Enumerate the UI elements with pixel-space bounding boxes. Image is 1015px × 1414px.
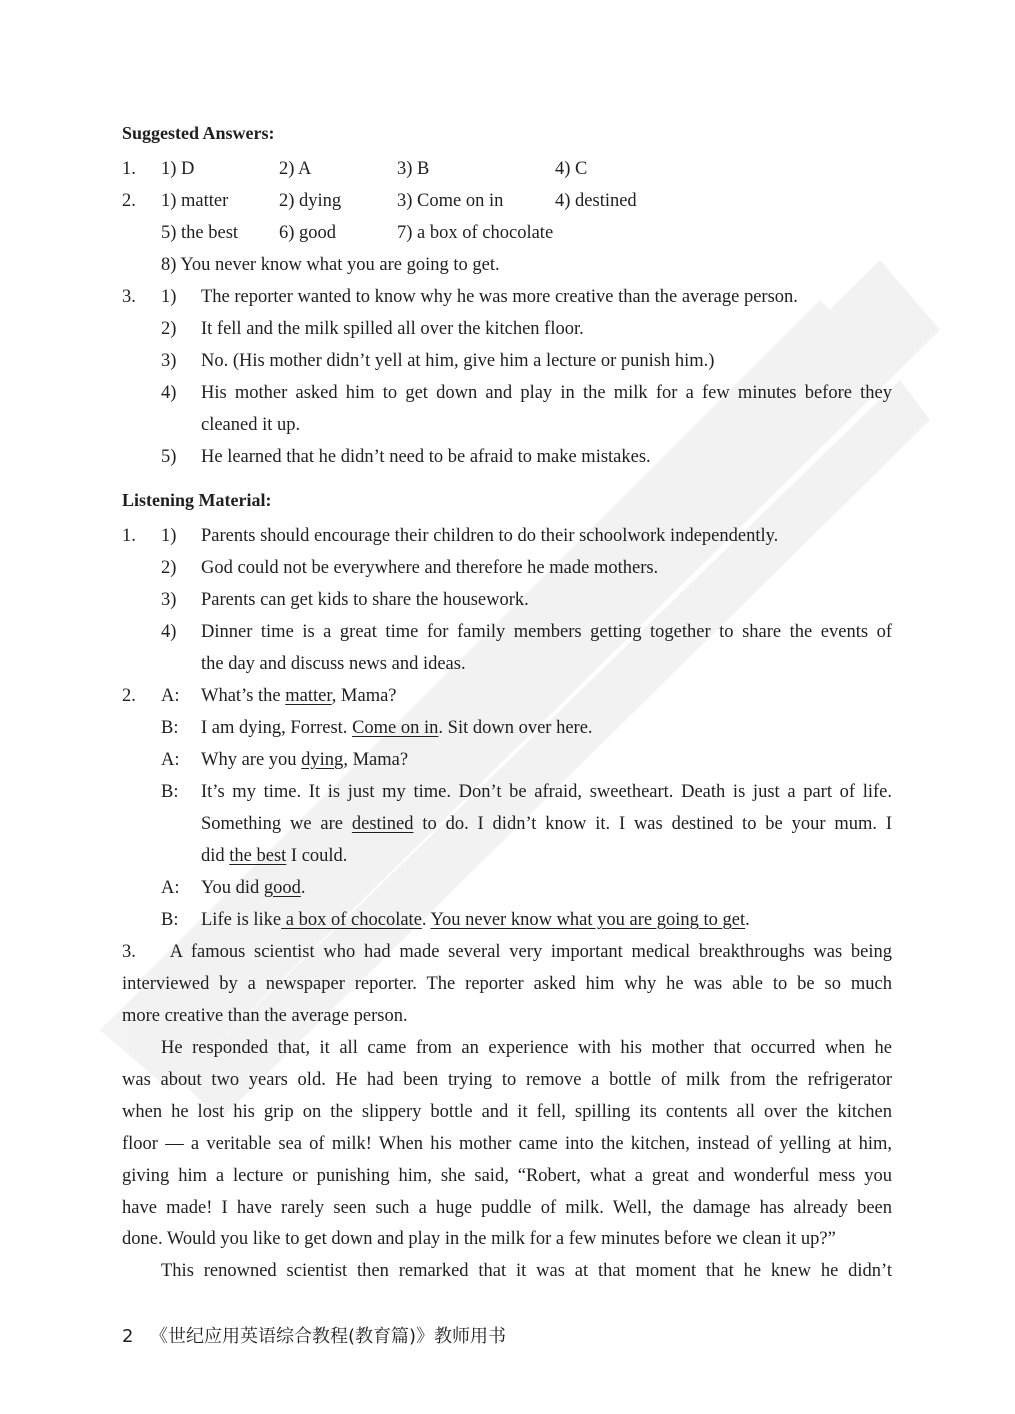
passage-line: more creative than the average person. xyxy=(122,1006,408,1026)
underlined-answer: You never know what you are going to get xyxy=(430,910,746,930)
underlined-answer: good xyxy=(263,878,301,898)
suggested-answers-heading: Suggested Answers: xyxy=(122,123,275,143)
speaker-label: A: xyxy=(161,750,180,770)
passage-line: This renowned scientist then remarked that it was at that moment that he knew he didn’t xyxy=(161,1261,892,1281)
underlined-answer: dying xyxy=(301,750,344,770)
sentence-text: Parents can get kids to share the housework. xyxy=(201,590,529,610)
passage-line: have made! I have rarely seen such a huge puddle of milk. Well, the damage has already been xyxy=(122,1198,892,1218)
sentence-text: Dinner time is a great time for family members getting together to share the events of xyxy=(201,622,892,642)
underlined-answer: the best xyxy=(229,846,287,866)
answer-item: 7) a box of chocolate xyxy=(397,223,554,243)
dialogue-line: What’s the matter, Mama? xyxy=(201,686,397,706)
passage-line: giving him a lecture or punishing him, she said, “Robert, what a great and wonderful mess you xyxy=(122,1166,892,1186)
dialogue-line: Life is like a box of chocolate. You never know what you are going to get. xyxy=(201,910,750,930)
item-number: 4) xyxy=(161,383,177,403)
passage-line: when he lost his grip on the slippery bottle and it fell, spilling its contents all over the kitchen xyxy=(122,1102,892,1122)
speaker-label: A: xyxy=(161,686,180,706)
answer-text: The reporter wanted to know why he was more creative than the average person. xyxy=(201,287,798,307)
item-number: 2) xyxy=(161,558,177,578)
answer-text-continued: cleaned it up. xyxy=(201,415,301,435)
answer-item: 4) C xyxy=(555,159,588,179)
answer-item: 1) D xyxy=(161,159,195,179)
speaker-label: B: xyxy=(161,718,179,738)
item-number: 3) xyxy=(161,590,177,610)
answer-text: It fell and the milk spilled all over the kitchen floor. xyxy=(201,319,584,339)
answer-item: 2) A xyxy=(279,159,312,179)
speaker-label: B: xyxy=(161,910,179,930)
underlined-answer: a box of chocolate xyxy=(281,910,422,930)
answer-item: 5) the best xyxy=(161,223,239,243)
item-number: 2) xyxy=(161,319,177,339)
item-number: 1) xyxy=(161,287,177,307)
answer-item: 3) Come on in xyxy=(397,191,504,211)
dialogue-line: did the best I could. xyxy=(201,846,348,866)
passage-line: floor — a veritable sea of milk! When his mother came into the kitchen, instead of yelling at him, xyxy=(122,1134,892,1154)
page-number: 2 xyxy=(122,1326,134,1347)
question-number: 3. xyxy=(122,287,136,307)
dialogue-line: Why are you dying, Mama? xyxy=(201,750,409,770)
underlined-answer: destined xyxy=(351,814,414,834)
question-number: 1. xyxy=(122,526,136,546)
answer-item: 3) B xyxy=(397,159,430,179)
item-number: 5) xyxy=(161,447,177,467)
item-number: 4) xyxy=(161,622,177,642)
sentence-text: God could not be everywhere and therefore he made mothers. xyxy=(201,558,659,578)
answer-text: No. (His mother didn’t yell at him, give him a lecture or punish him.) xyxy=(201,351,715,371)
question-number: 2. xyxy=(122,686,136,706)
answer-item: 4) destined xyxy=(555,191,637,211)
sentence-text-continued: the day and discuss news and ideas. xyxy=(201,654,466,674)
item-number: 3) xyxy=(161,351,177,371)
dialogue-line: It’s my time. It is just my time. Don’t be afraid, sweetheart. Death is just a part of life. xyxy=(201,782,892,802)
answer-item: 6) good xyxy=(279,223,337,243)
book-title: 《世纪应用英语综合教程(教育篇)》教师用书 xyxy=(150,1326,507,1347)
answer-text: His mother asked him to get down and play in the milk for a few minutes before they xyxy=(201,383,892,403)
underlined-answer: Come on in xyxy=(352,718,439,738)
answer-text: He learned that he didn’t need to be afraid to make mistakes. xyxy=(201,447,651,467)
passage-line: was about two years old. He had been trying to remove a bottle of milk from the refrigerator xyxy=(122,1070,892,1090)
answer-item: 2) dying xyxy=(279,191,342,211)
item-number: 1) xyxy=(161,526,177,546)
speaker-label: A: xyxy=(161,878,180,898)
passage-line: interviewed by a newspaper reporter. The reporter asked him why he was able to be so much xyxy=(122,974,892,994)
underlined-answer: matter xyxy=(285,686,332,706)
dialogue-line: I am dying, Forrest. Come on in. Sit down over here. xyxy=(201,718,593,738)
dialogue-line: Something we are destined to do. I didn’t know it. I was destined to be your mum. I xyxy=(201,814,892,834)
answer-item: 8) You never know what you are going to get. xyxy=(161,255,500,275)
dialogue-line: You did good. xyxy=(201,878,306,898)
question-number: 2. xyxy=(122,191,136,211)
passage-line: done. Would you like to get down and play in the milk for a few minutes before we clean it up?” xyxy=(122,1229,836,1249)
passage-line: He responded that, it all came from an experience with his mother that occurred when he xyxy=(161,1038,892,1058)
question-number: 1. xyxy=(122,159,136,179)
listening-material-heading: Listening Material: xyxy=(122,490,272,510)
answer-item: 1) matter xyxy=(161,191,229,211)
passage-line: 3. A famous scientist who had made several very important medical breakthroughs was being xyxy=(122,942,892,962)
speaker-label: B: xyxy=(161,782,179,802)
sentence-text: Parents should encourage their children to do their schoolwork independently. xyxy=(201,526,779,546)
